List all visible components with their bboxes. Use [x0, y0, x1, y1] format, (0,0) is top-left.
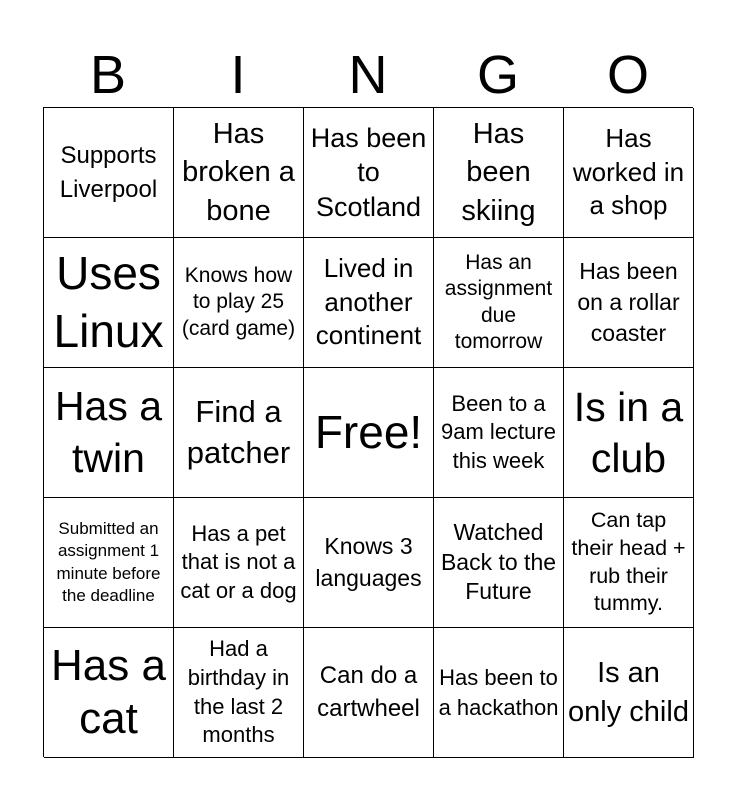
- bingo-cell-r3c5[interactable]: [564, 368, 694, 498]
- bingo-cell-r2c2[interactable]: [174, 238, 304, 368]
- cell-text: Submitted an assignment 1 minute before the deadline: [56, 519, 161, 605]
- cell-text: Lived in another continent: [315, 252, 422, 351]
- cell-text: Uses Linux: [53, 247, 164, 357]
- bingo-cell-r5c2[interactable]: [174, 628, 304, 758]
- cell-text: Has been to a hackathon: [438, 664, 559, 720]
- bingo-cell-r2c4[interactable]: [434, 238, 564, 368]
- bingo-cell-r5c1[interactable]: [44, 628, 174, 758]
- cell-text: Can tap their head + rub their tummy.: [571, 507, 686, 616]
- cell-text: Find a patcher: [186, 394, 291, 470]
- bingo-cell-r1c3[interactable]: [304, 108, 434, 238]
- bingo-cell-r1c2[interactable]: [174, 108, 304, 238]
- bingo-cell-r4c5[interactable]: [564, 498, 694, 628]
- bingo-board: [43, 107, 693, 757]
- cell-text: Has a cat: [51, 640, 166, 743]
- free-space-text: Free!: [314, 405, 423, 458]
- cell-text: Is in a club: [573, 384, 684, 481]
- bingo-cell-r5c5[interactable]: [564, 628, 694, 758]
- cell-text: Has been to Scotland: [310, 122, 427, 222]
- cell-text: Has broken a bone: [182, 117, 295, 227]
- header-letter-b: B: [89, 45, 127, 105]
- bingo-cell-r4c4[interactable]: [434, 498, 564, 628]
- bingo-cell-r5c3[interactable]: [304, 628, 434, 758]
- cell-text: Has been on a rollar coaster: [577, 257, 680, 347]
- header-letter-n: N: [348, 45, 388, 105]
- bingo-cell-r1c1[interactable]: [44, 108, 174, 238]
- bingo-cell-r3c1[interactable]: [44, 368, 174, 498]
- bingo-cell-r4c3[interactable]: [304, 498, 434, 628]
- bingo-cell-r3c4[interactable]: [434, 368, 564, 498]
- header-letter-g: G: [476, 45, 519, 105]
- cell-text: Supports Liverpool: [59, 141, 158, 203]
- cell-text: Can do a cartwheel: [317, 662, 420, 722]
- cell-text: Has worked in a shop: [572, 122, 685, 221]
- cell-text: Has a twin: [54, 383, 163, 481]
- bingo-cell-r1c4[interactable]: [434, 108, 564, 238]
- cell-text: Had a birthday in the last 2 months: [187, 636, 290, 748]
- cell-text: Watched Back to the Future: [440, 518, 557, 605]
- header-letter-o: O: [606, 45, 649, 105]
- bingo-cell-r3c2[interactable]: [174, 368, 304, 498]
- bingo-header: [43, 44, 693, 106]
- cell-text: Is an only child: [568, 657, 689, 728]
- cell-text: Been to a 9am lecture this week: [441, 390, 556, 473]
- bingo-cell-r2c1[interactable]: [44, 238, 174, 368]
- bingo-cell-r4c1[interactable]: [44, 498, 174, 628]
- header-letter-i: I: [230, 45, 246, 105]
- cell-text: Has an assignment due tomorrow: [444, 251, 553, 353]
- cell-text: Knows 3 languages: [315, 533, 422, 591]
- bingo-cell-r2c3[interactable]: [304, 238, 434, 368]
- bingo-free-space[interactable]: [304, 368, 434, 498]
- cell-text: Knows how to play 25 (card game): [181, 264, 296, 340]
- cell-text: Has been skiing: [461, 117, 536, 227]
- bingo-cell-r5c4[interactable]: [434, 628, 564, 758]
- bingo-cell-r4c2[interactable]: [174, 498, 304, 628]
- bingo-cell-r2c5[interactable]: [564, 238, 694, 368]
- bingo-cell-r1c5[interactable]: [564, 108, 694, 238]
- cell-text: Has a pet that is not a cat or a dog: [180, 520, 297, 603]
